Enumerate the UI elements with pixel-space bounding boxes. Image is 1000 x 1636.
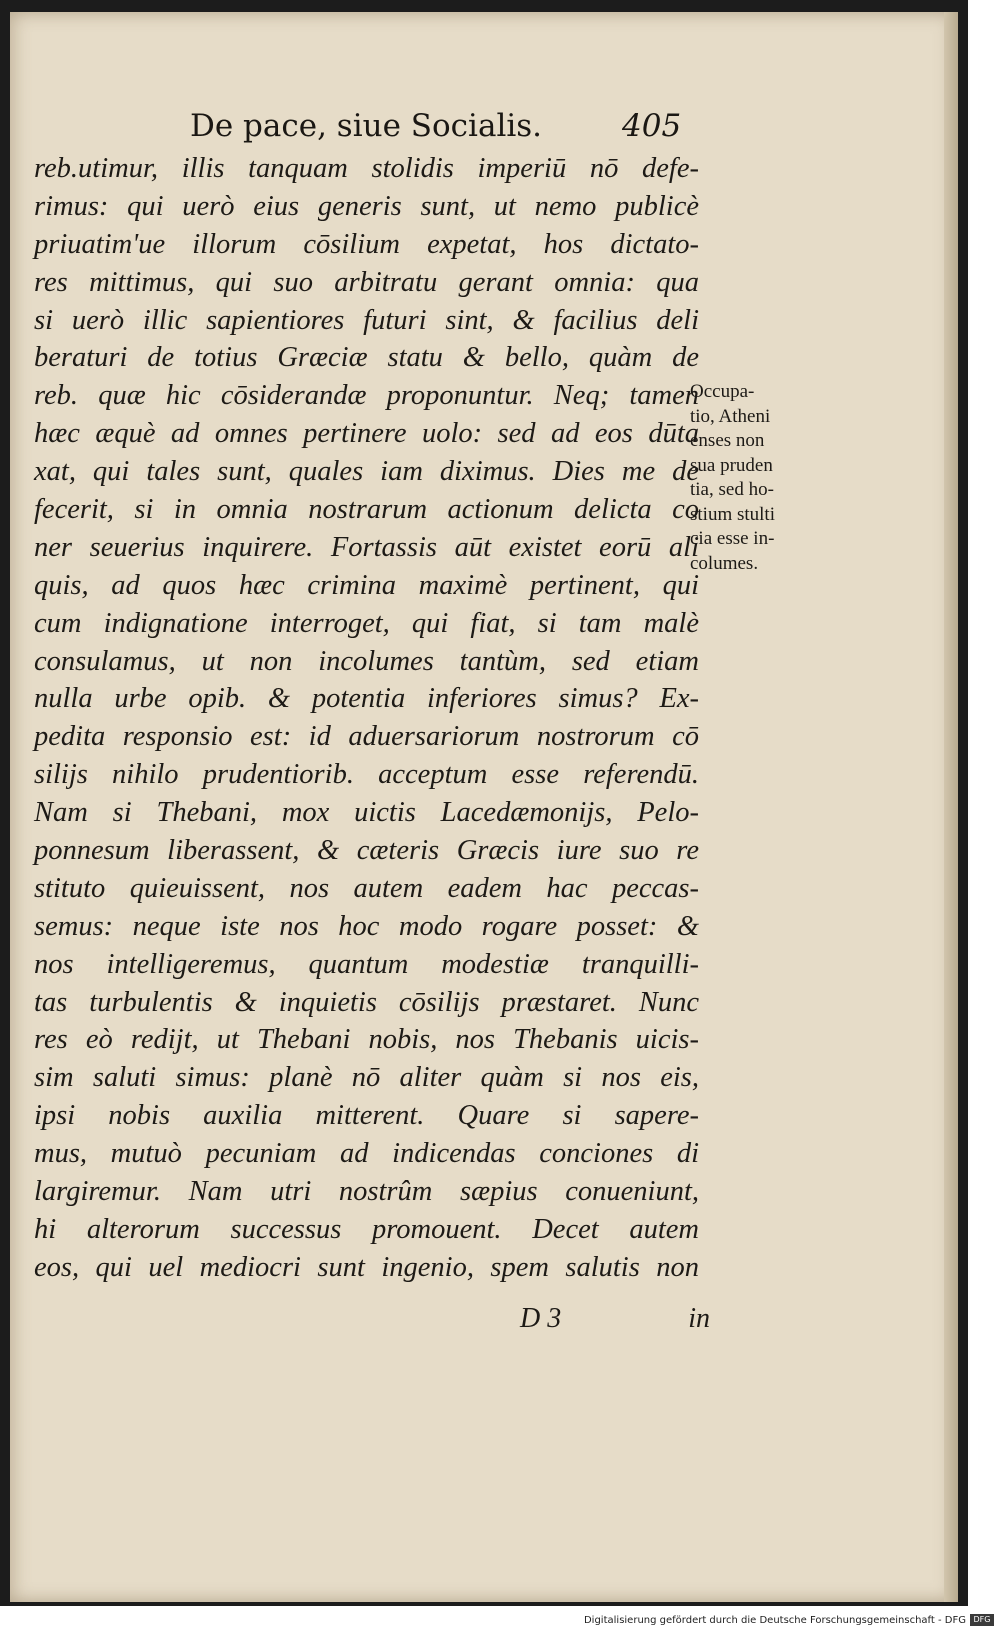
text-line: fecerit, si in omnia nostrarum actionum delicta co [34,494,699,526]
text-line: nos intelligeremus, quantum modestiæ tranquilli- [34,948,699,980]
text-line: res mittimus, qui suo arbitratu gerant omnia: qua [34,266,699,298]
text-line: rimus: qui uerò eius generis sunt, ut nemo publicè [34,190,699,222]
marginal-note-line: tia, sed ho- [690,479,774,500]
running-header [190,108,690,148]
text-line: hæc æquè ad omnes pertinere uolo: sed ad eos dūta [34,418,699,450]
marginal-note-line: enses non [690,430,765,451]
catchword: in [688,1303,710,1334]
digitization-footer [0,1610,1000,1636]
text-line: eos, qui uel mediocri sunt ingenio, spem salutis non [34,1251,699,1283]
text-line: reb.utimur, illis tanquam stolidis imperiū nō defe- [34,153,699,184]
text-line: largiremur. Nam utri nostrûm sæpius conueniunt, [34,1176,699,1208]
text-line: silijs nihilo prudentiorib. acceptum esse referendū. [34,759,699,791]
text-line: cum indignatione interroget, qui fiat, si tam malè [34,607,699,639]
text-line: semus: neque iste nos hoc modo rogare posset: & [34,910,699,942]
dfg-logo: DFG [970,1614,994,1626]
text-line: pedita responsio est: id aduersariorum nostrorum cō [34,721,699,753]
text-line: quis, ad quos hæc crimina maximè pertinent, qui [34,569,699,601]
text-line: priuatim'ue illorum cōsilium expetat, hos dictato- [34,228,699,260]
page-edge [944,12,958,1602]
marginal-note-line: sua pruden [690,454,773,476]
marginal-note-line: Occupa- [690,381,755,402]
text-line: hi alterorum successus promouent. Decet autem [34,1213,699,1245]
text-line: Nam si Thebani, mox uictis Lacedæmonijs, Pelo- [34,797,699,829]
text-line: xat, qui tales sunt, quales iam diximus. Dies me de [34,456,699,488]
signature-mark: D 3 [520,1303,562,1334]
running-title: De pace, siue Socialis. [190,108,543,144]
page-foot [520,1303,710,1341]
marginal-note-line: stium stulti [690,503,775,525]
text-line: ponnesum liberassent, & cæteris Græcis iure suo re [34,835,699,867]
marginal-note-line: cia esse in- [690,528,775,549]
body-text [34,150,699,1287]
text-line: mus, mutuò pecuniam ad indicendas conciones di [34,1138,699,1170]
text-line: stituto quieuissent, nos autem eadem hac peccas- [34,872,699,904]
marginal-note-line: columes. [690,552,759,574]
text-line: res eò redijt, ut Thebani nobis, nos Thebanis uicis- [34,1024,699,1056]
marginal-note [690,380,820,576]
text-line: ner seuerius inquirere. Fortassis aūt existet eorū ali [34,531,699,563]
text-line: tas turbulentis & inquietis cōsilijs præstaret. Nunc [34,986,699,1018]
text-line: ipsi nobis auxilia mitterent. Quare si sapere- [34,1100,699,1132]
page-number: 405 [622,108,682,144]
text-line: reb. quæ hic cōsiderandæ proponuntur. Neq; tamen [34,380,699,412]
text-line: sim saluti simus: planè nō aliter quàm si nos eis, [34,1062,699,1094]
text-line: nulla urbe opib. & potentia inferiores simus? Ex- [34,683,699,715]
text-line: si uerò illic sapientiores futuri sint, & facilius deli [34,304,699,336]
text-line: consulamus, ut non incolumes tantùm, sed etiam [34,645,699,677]
marginal-note-line: tio, Atheni [690,405,771,427]
text-line: beraturi de totius Græciæ statu & bello, quàm de [34,342,699,374]
footer-credit: Digitalisierung gefördert durch die Deutsche Forschungsgemeinschaft - DFG [583,1615,966,1626]
